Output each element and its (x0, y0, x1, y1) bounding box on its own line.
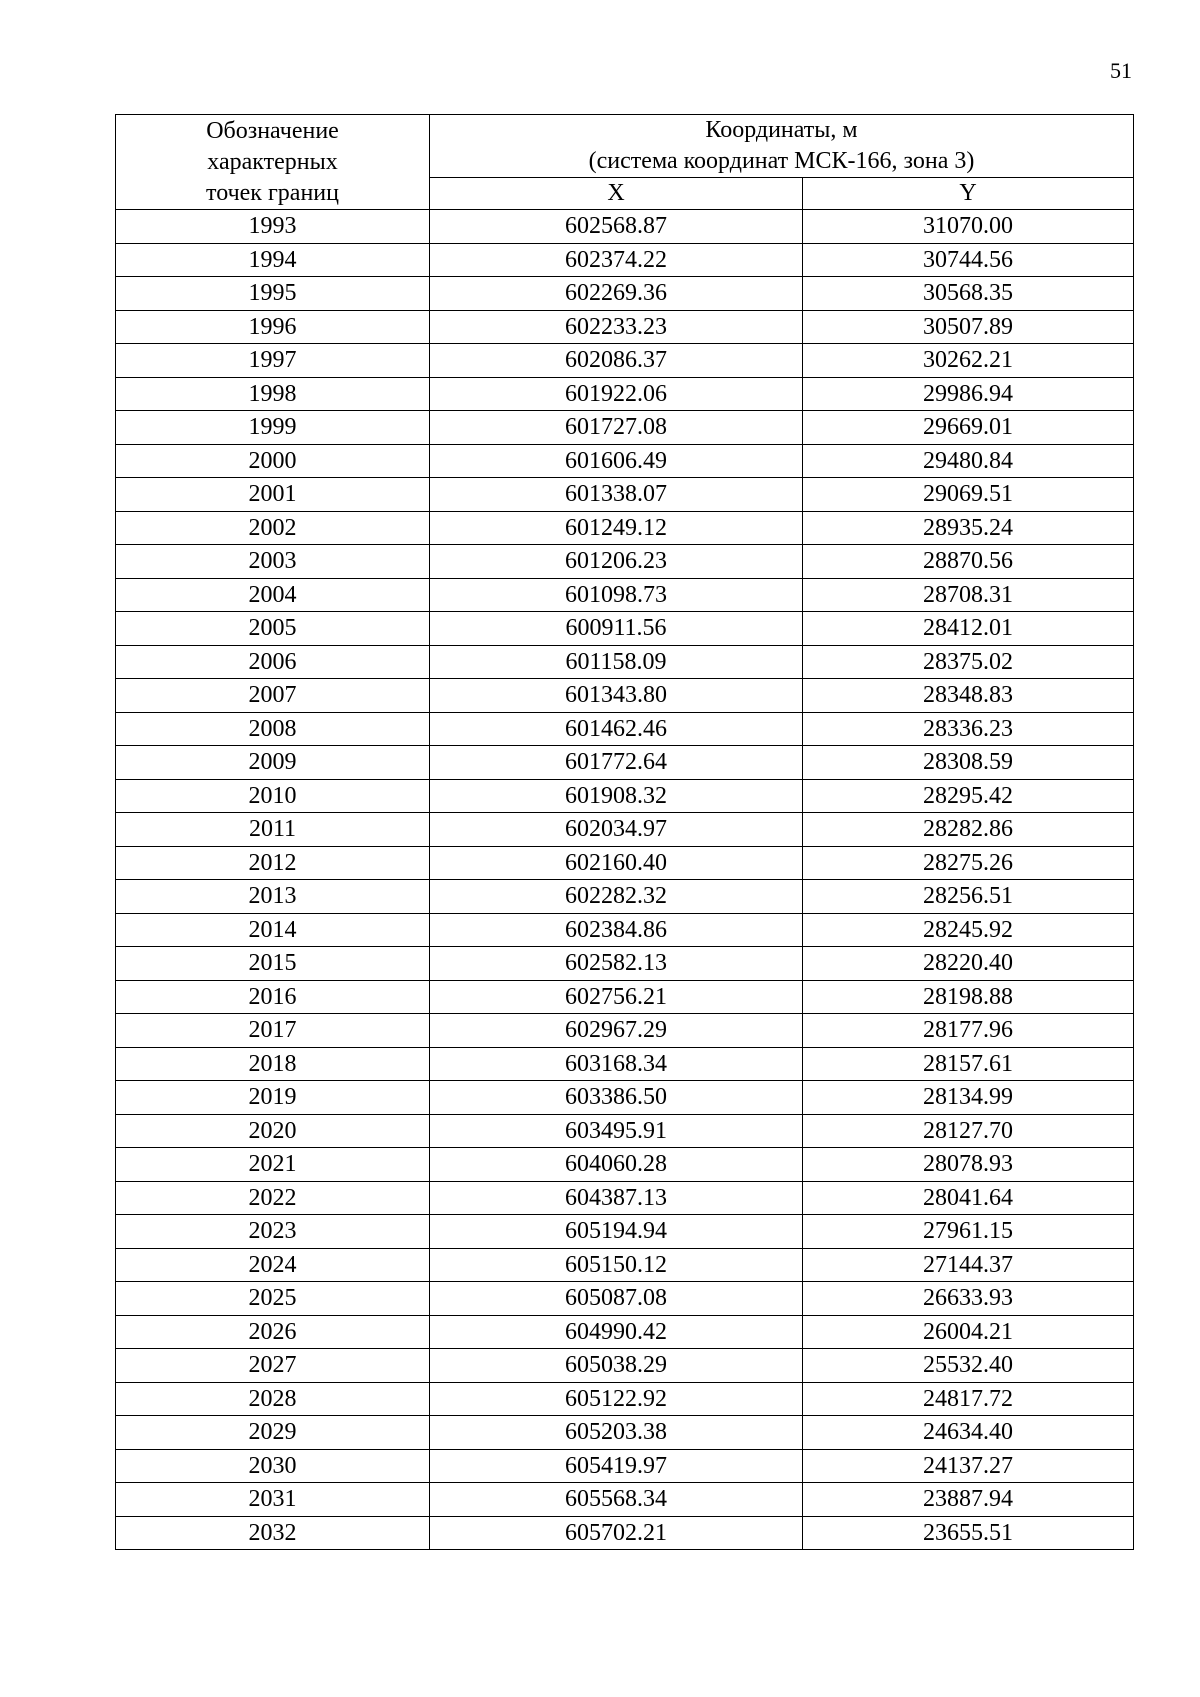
table-row (116, 679, 1134, 713)
point-id-cell: 1996 (116, 310, 430, 344)
coord-header-line: Координаты, м (705, 117, 858, 143)
x-coordinate-cell: 604990.42 (430, 1315, 803, 1349)
table-row (116, 511, 1134, 545)
table-row (116, 1248, 1134, 1282)
y-coordinate-cell: 28295.42 (803, 779, 1134, 813)
y-coordinate-cell: 28157.61 (803, 1047, 1134, 1081)
x-coordinate-cell: 601727.08 (430, 411, 803, 445)
table-row (116, 1148, 1134, 1182)
point-id-cell: 2011 (116, 813, 430, 847)
x-coordinate-cell: 604387.13 (430, 1181, 803, 1215)
y-coordinate-cell: 24634.40 (803, 1416, 1134, 1450)
x-coordinate-cell: 601908.32 (430, 779, 803, 813)
point-id-cell: 2031 (116, 1483, 430, 1517)
y-coordinate-cell: 28412.01 (803, 612, 1134, 646)
y-coordinate-cell: 28078.93 (803, 1148, 1134, 1182)
x-coordinate-cell: 601606.49 (430, 444, 803, 478)
x-coordinate-cell: 601343.80 (430, 679, 803, 713)
point-id-cell: 2025 (116, 1282, 430, 1316)
x-coordinate-cell: 602568.87 (430, 210, 803, 244)
table-row (116, 545, 1134, 579)
x-coordinate-cell: 601098.73 (430, 578, 803, 612)
x-coordinate-cell: 605702.21 (430, 1516, 803, 1550)
y-coordinate-cell: 28245.92 (803, 913, 1134, 947)
table-row (116, 913, 1134, 947)
y-coordinate-cell: 28198.88 (803, 980, 1134, 1014)
y-coordinate-cell: 23887.94 (803, 1483, 1134, 1517)
x-coordinate-cell: 600911.56 (430, 612, 803, 646)
y-coordinate-cell: 28870.56 (803, 545, 1134, 579)
point-id-cell: 2002 (116, 511, 430, 545)
point-id-cell: 2029 (116, 1416, 430, 1450)
y-coordinate-cell: 28282.86 (803, 813, 1134, 847)
coordinates-table (115, 114, 1134, 1550)
point-id-cell: 2021 (116, 1148, 430, 1182)
y-coordinate-cell: 30507.89 (803, 310, 1134, 344)
x-coordinate-cell: 602384.86 (430, 913, 803, 947)
x-coordinate-cell: 605087.08 (430, 1282, 803, 1316)
x-coordinate-cell: 602282.32 (430, 880, 803, 914)
x-coordinate-cell: 602086.37 (430, 344, 803, 378)
table-row (116, 1114, 1134, 1148)
point-header-line: характерных (207, 148, 338, 175)
table-row (116, 411, 1134, 445)
point-id-cell: 2026 (116, 1315, 430, 1349)
table-row (116, 1449, 1134, 1483)
y-coordinate-cell: 28256.51 (803, 880, 1134, 914)
table-row (116, 1382, 1134, 1416)
table-row (116, 478, 1134, 512)
y-coordinate-cell: 28708.31 (803, 578, 1134, 612)
y-coordinate-cell: 26633.93 (803, 1282, 1134, 1316)
point-id-cell: 2005 (116, 612, 430, 646)
point-designation-header (116, 115, 430, 210)
x-coordinate-cell: 602967.29 (430, 1014, 803, 1048)
point-id-cell: 2006 (116, 645, 430, 679)
point-id-cell: 1997 (116, 344, 430, 378)
x-coordinate-cell: 601462.46 (430, 712, 803, 746)
point-id-cell: 2024 (116, 1248, 430, 1282)
y-coordinate-cell: 28134.99 (803, 1081, 1134, 1115)
x-coordinate-cell: 605203.38 (430, 1416, 803, 1450)
y-coordinate-cell: 28336.23 (803, 712, 1134, 746)
table-row (116, 578, 1134, 612)
table-row (116, 1014, 1134, 1048)
point-id-cell: 2020 (116, 1114, 430, 1148)
point-id-cell: 2003 (116, 545, 430, 579)
point-id-cell: 2010 (116, 779, 430, 813)
y-header: Y (803, 178, 1134, 210)
point-id-cell: 2009 (116, 746, 430, 780)
y-coordinate-cell: 28275.26 (803, 846, 1134, 880)
table-row (116, 1047, 1134, 1081)
x-coordinate-cell: 602582.13 (430, 947, 803, 981)
page-number: 51 (1110, 58, 1132, 83)
x-coordinate-cell: 602160.40 (430, 846, 803, 880)
point-id-cell: 2032 (116, 1516, 430, 1550)
x-coordinate-cell: 601158.09 (430, 645, 803, 679)
point-id-cell: 1998 (116, 377, 430, 411)
x-header: X (430, 178, 803, 210)
x-coordinate-cell: 601338.07 (430, 478, 803, 512)
coordinates-header (430, 115, 1134, 178)
y-coordinate-cell: 30262.21 (803, 344, 1134, 378)
x-coordinate-cell: 602233.23 (430, 310, 803, 344)
y-coordinate-cell: 24137.27 (803, 1449, 1134, 1483)
x-coordinate-cell: 601772.64 (430, 746, 803, 780)
point-id-cell: 2016 (116, 980, 430, 1014)
table-row (116, 1416, 1134, 1450)
y-coordinate-cell: 29669.01 (803, 411, 1134, 445)
x-coordinate-cell: 602034.97 (430, 813, 803, 847)
y-coordinate-cell: 28375.02 (803, 645, 1134, 679)
table-row (116, 1282, 1134, 1316)
point-id-cell: 1994 (116, 243, 430, 277)
x-coordinate-cell: 602756.21 (430, 980, 803, 1014)
table-row (116, 712, 1134, 746)
point-id-cell: 2014 (116, 913, 430, 947)
table-row (116, 344, 1134, 378)
x-coordinate-cell: 603386.50 (430, 1081, 803, 1115)
table-row (116, 813, 1134, 847)
y-coordinate-cell: 29069.51 (803, 478, 1134, 512)
x-coordinate-cell: 605150.12 (430, 1248, 803, 1282)
table-row (116, 980, 1134, 1014)
y-coordinate-cell: 28127.70 (803, 1114, 1134, 1148)
table-row (116, 1483, 1134, 1517)
table-row (116, 1516, 1134, 1550)
x-coordinate-cell: 601249.12 (430, 511, 803, 545)
table-row (116, 310, 1134, 344)
y-coordinate-cell: 28348.83 (803, 679, 1134, 713)
point-header-line: Обозначение (206, 117, 339, 144)
point-header-line: точек границ (206, 179, 339, 206)
table-row (116, 846, 1134, 880)
point-id-cell: 2030 (116, 1449, 430, 1483)
table-row (116, 612, 1134, 646)
x-coordinate-cell: 605122.92 (430, 1382, 803, 1416)
y-coordinate-cell: 28308.59 (803, 746, 1134, 780)
table-row (116, 1215, 1134, 1249)
y-coordinate-cell: 28177.96 (803, 1014, 1134, 1048)
x-coordinate-cell: 605038.29 (430, 1349, 803, 1383)
x-coordinate-cell: 605568.34 (430, 1483, 803, 1517)
x-coordinate-cell: 601922.06 (430, 377, 803, 411)
point-id-cell: 2027 (116, 1349, 430, 1383)
x-coordinate-cell: 604060.28 (430, 1148, 803, 1182)
table-row (116, 779, 1134, 813)
point-id-cell: 2015 (116, 947, 430, 981)
y-coordinate-cell: 28041.64 (803, 1181, 1134, 1215)
point-id-cell: 2022 (116, 1181, 430, 1215)
table-header (116, 115, 1134, 210)
x-coordinate-cell: 601206.23 (430, 545, 803, 579)
table-row (116, 746, 1134, 780)
table-row (116, 645, 1134, 679)
y-coordinate-cell: 27144.37 (803, 1248, 1134, 1282)
y-coordinate-cell: 30568.35 (803, 277, 1134, 311)
point-id-cell: 2017 (116, 1014, 430, 1048)
y-coordinate-cell: 27961.15 (803, 1215, 1134, 1249)
y-coordinate-cell: 28935.24 (803, 511, 1134, 545)
y-coordinate-cell: 26004.21 (803, 1315, 1134, 1349)
point-id-cell: 2000 (116, 444, 430, 478)
coord-header-line: (система координат МСК-166, зона 3) (588, 148, 975, 174)
table-row (116, 1315, 1134, 1349)
table-row (116, 947, 1134, 981)
table-row (116, 243, 1134, 277)
x-coordinate-cell: 605194.94 (430, 1215, 803, 1249)
table-row (116, 210, 1134, 244)
table-row (116, 277, 1134, 311)
point-id-cell: 2019 (116, 1081, 430, 1115)
y-coordinate-cell: 30744.56 (803, 243, 1134, 277)
x-coordinate-cell: 603168.34 (430, 1047, 803, 1081)
table-row (116, 1181, 1134, 1215)
point-id-cell: 2001 (116, 478, 430, 512)
x-coordinate-cell: 603495.91 (430, 1114, 803, 1148)
y-coordinate-cell: 23655.51 (803, 1516, 1134, 1550)
x-coordinate-cell: 602269.36 (430, 277, 803, 311)
point-id-cell: 2008 (116, 712, 430, 746)
table-row (116, 1081, 1134, 1115)
table-row (116, 880, 1134, 914)
y-coordinate-cell: 31070.00 (803, 210, 1134, 244)
point-id-cell: 2023 (116, 1215, 430, 1249)
y-coordinate-cell: 24817.72 (803, 1382, 1134, 1416)
y-coordinate-cell: 29480.84 (803, 444, 1134, 478)
x-coordinate-cell: 605419.97 (430, 1449, 803, 1483)
table-row (116, 377, 1134, 411)
point-id-cell: 1999 (116, 411, 430, 445)
point-id-cell: 2018 (116, 1047, 430, 1081)
point-id-cell: 2013 (116, 880, 430, 914)
y-coordinate-cell: 25532.40 (803, 1349, 1134, 1383)
point-id-cell: 2004 (116, 578, 430, 612)
y-coordinate-cell: 29986.94 (803, 377, 1134, 411)
x-coordinate-cell: 602374.22 (430, 243, 803, 277)
table-body (116, 210, 1134, 1550)
point-id-cell: 2012 (116, 846, 430, 880)
point-id-cell: 2007 (116, 679, 430, 713)
point-id-cell: 2028 (116, 1382, 430, 1416)
point-id-cell: 1993 (116, 210, 430, 244)
table-row (116, 444, 1134, 478)
table-row (116, 1349, 1134, 1383)
point-id-cell: 1995 (116, 277, 430, 311)
y-coordinate-cell: 28220.40 (803, 947, 1134, 981)
